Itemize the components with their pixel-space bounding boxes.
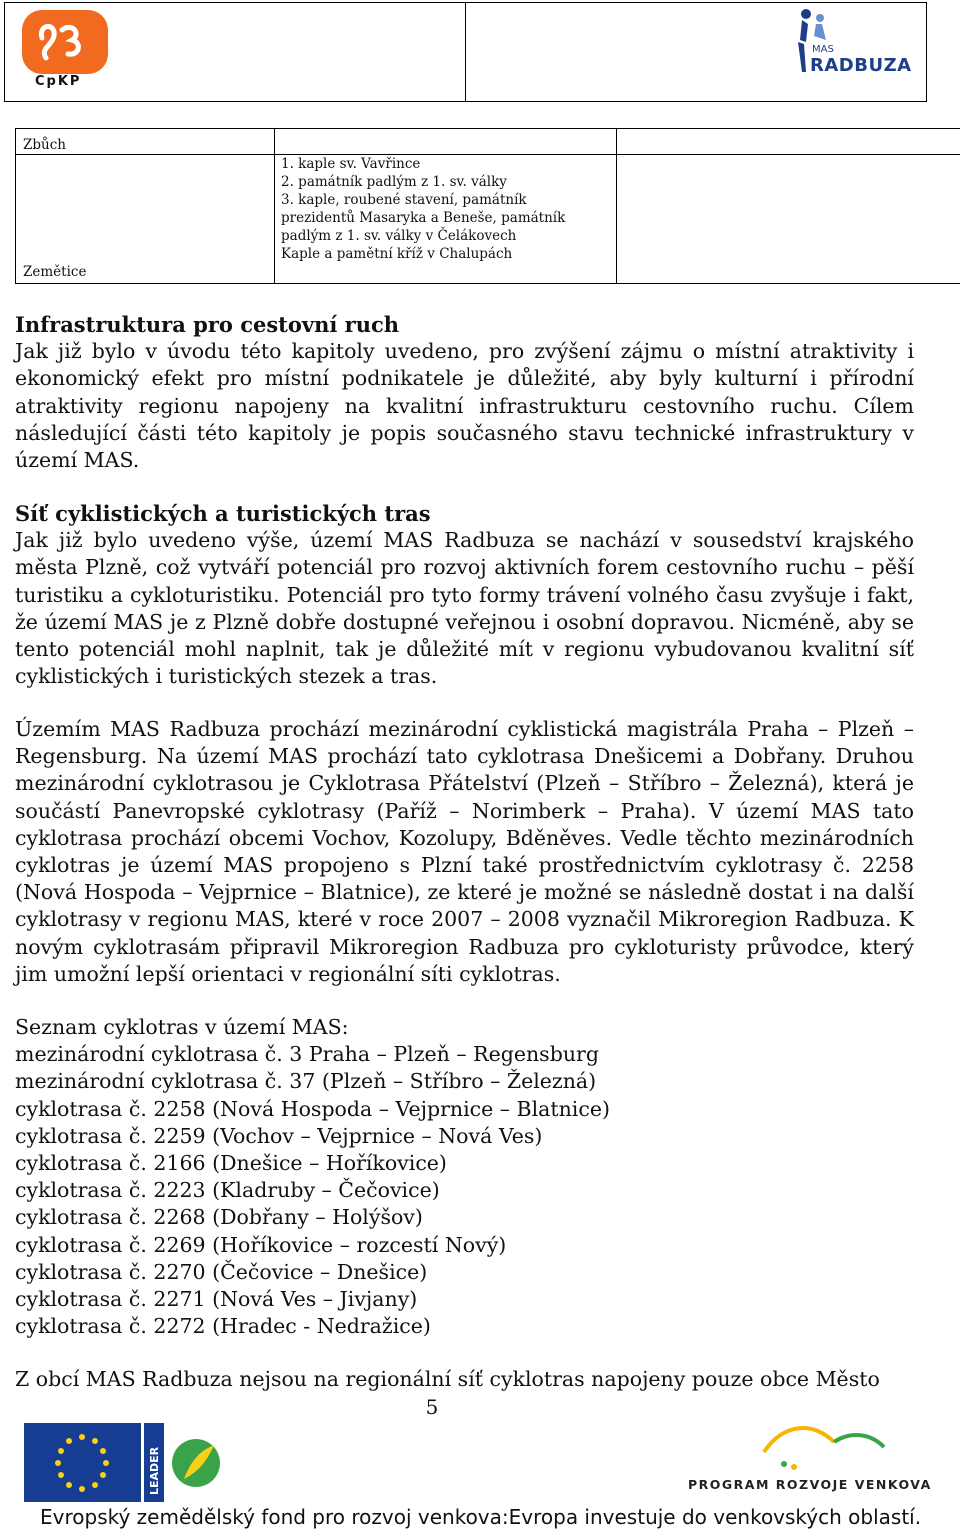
table-cell-village: Zemětice (23, 264, 87, 280)
leader-text: LEADER (148, 1446, 161, 1495)
list-item: cyklotrasa č. 2268 (Dobřany – Holýšov) (15, 1205, 423, 1230)
monument-line: padlým z 1. sv. války v Čelákovech (281, 228, 517, 244)
cpkp-logo-text: CpKP (35, 74, 82, 89)
section-heading: Infrastruktura pro cestovní ruch (15, 312, 400, 337)
header-divider (465, 3, 466, 101)
list-item: cyklotrasa č. 2259 (Vochov – Vejprnice – Nová Ves) (15, 1123, 543, 1148)
monument-line: 1. kaple sv. Vavřince (281, 156, 421, 172)
mas-logo-small-text: MAS (812, 44, 834, 55)
table-col-divider (616, 129, 617, 283)
table-cell-village: Zbůch (23, 137, 66, 153)
list-item: mezinárodní cyklotrasa č. 37 (Plzeň – Stříbro – Železná) (15, 1069, 597, 1094)
header-logo-box (4, 2, 927, 102)
table-col-divider (274, 129, 275, 283)
list-item: cyklotrasa č. 2223 (Kladruby – Čečovice) (15, 1178, 440, 1203)
prv-logo-text: PROGRAM ROZVOJE VENKOVA (688, 1477, 932, 1492)
eu-flag-logo (24, 1423, 141, 1502)
monument-line: Kaple a pamětní kříž v Chalupách (281, 246, 513, 262)
leader-logo (144, 1423, 226, 1502)
monument-line: 2. památník padlým z 1. sv. války (281, 174, 507, 190)
list-item: cyklotrasa č. 2269 (Hoříkovice – rozcestí Nový) (15, 1232, 507, 1257)
section-heading: Síť cyklistických a turistických tras (15, 501, 431, 526)
list-item: cyklotrasa č. 2270 (Čečovice – Dnešice) (15, 1259, 428, 1284)
section-regional-network (15, 1366, 914, 1393)
page-number: 5 (425, 1395, 439, 1419)
paragraph: Územím MAS Radbuza prochází mezinárodní cyklistická magistrála Praha – Plzeň – Regensburg. Na území MAS prochází tato cyklotrasa Dnešicemi a Dobřany. Druhou mezinárodní cyklotrasou je Cyklotrasa Přátelství (Plzeň – Stříbro – Železná), která je součástí Panevropské cyklotrasy (Paříž – Norimberk – Praha). V území MAS tato cyklotrasa prochází obcemi Vochov, Kozolupy, Bděněves. Vedle těchto mezinárodních cyklotras je území MAS propojeno s Plzní také prostřednictvím cyklotrasy č. 2258 (Nová Hospoda – Vejprnice – Blatnice), ze které je možné se následně dostat i na další cyklotrasy v regionu MAS, které v roce 2007 – 2008 vyznačil Mikroregion Radbuza. K novým cyklotrasám připravil Mikroregion Radbuza pro cykloturisty průvodce, který jim umožní lepší orientaci v regionální síti cyklotras. (15, 717, 914, 986)
list-item: cyklotrasa č. 2258 (Nová Hospoda – Vejprnice – Blatnice) (15, 1096, 610, 1121)
list-item: cyklotrasa č. 2271 (Nová Ves – Jivjany) (15, 1287, 418, 1312)
paragraph: Z obcí MAS Radbuza nejsou na regionální síť cyklotras napojeny pouze obce Město (15, 1367, 880, 1391)
list-item: cyklotrasa č. 2166 (Dnešice – Hoříkovice) (15, 1151, 447, 1176)
list-intro: Seznam cyklotras v území MAS: (15, 1015, 349, 1039)
section-routes (15, 500, 914, 690)
list-item: mezinárodní cyklotrasa č. 3 Praha – Plzeň – Regensburg (15, 1042, 599, 1067)
cycle-route-list (15, 1014, 914, 1340)
section-international-routes (15, 716, 914, 988)
table-cell-monuments (281, 155, 613, 263)
monuments-table (15, 128, 960, 284)
mas-logo-big-text: RADBUZA (810, 55, 912, 76)
footer-line: Evropský zemědělský fond pro rozvoj venkova:Evropa investuje do venkovských oblastí. (40, 1505, 922, 1529)
monument-line: 3. kaple, roubené stavení, památník (281, 192, 527, 208)
paragraph: Jak již bylo v úvodu této kapitoly uvedeno, pro zvýšení zájmu o místní atraktivity i ekonomický efekt pro místní podnikatele je důležité, aby byly kulturní i přírodní atraktivity regionu napojeny na kvalitní infrastrukturu cestovního ruchu. Cílem následující části této kapitoly je popis současného stavu technické infrastruktury v území MAS. (15, 339, 914, 473)
list-item: cyklotrasa č. 2272 (Hradec - Nedražice) (15, 1314, 431, 1339)
paragraph: Jak již bylo uvedeno výše, území MAS Radbuza se nachází v sousedství krajského města Plzně, což vytváří potenciál pro rozvoj aktivních forem cestovního ruchu – pěší turistiku a cykloturistiku. Potenciál pro tyto formy trávení volného času zvyšuje i fakt, že území MAS je z Plzně dobře dostupné veřejnou i osobní dopravou. Nicméně, aby se tento potenciál mohl naplnit, tak je důležité mít v regionu vybudovanou kvalitní síť cyklistických i turistických stezek a tras. (15, 528, 914, 689)
section-infrastructure (15, 311, 914, 474)
monument-line: prezidentů Masaryka a Beneše, památník (281, 210, 566, 226)
